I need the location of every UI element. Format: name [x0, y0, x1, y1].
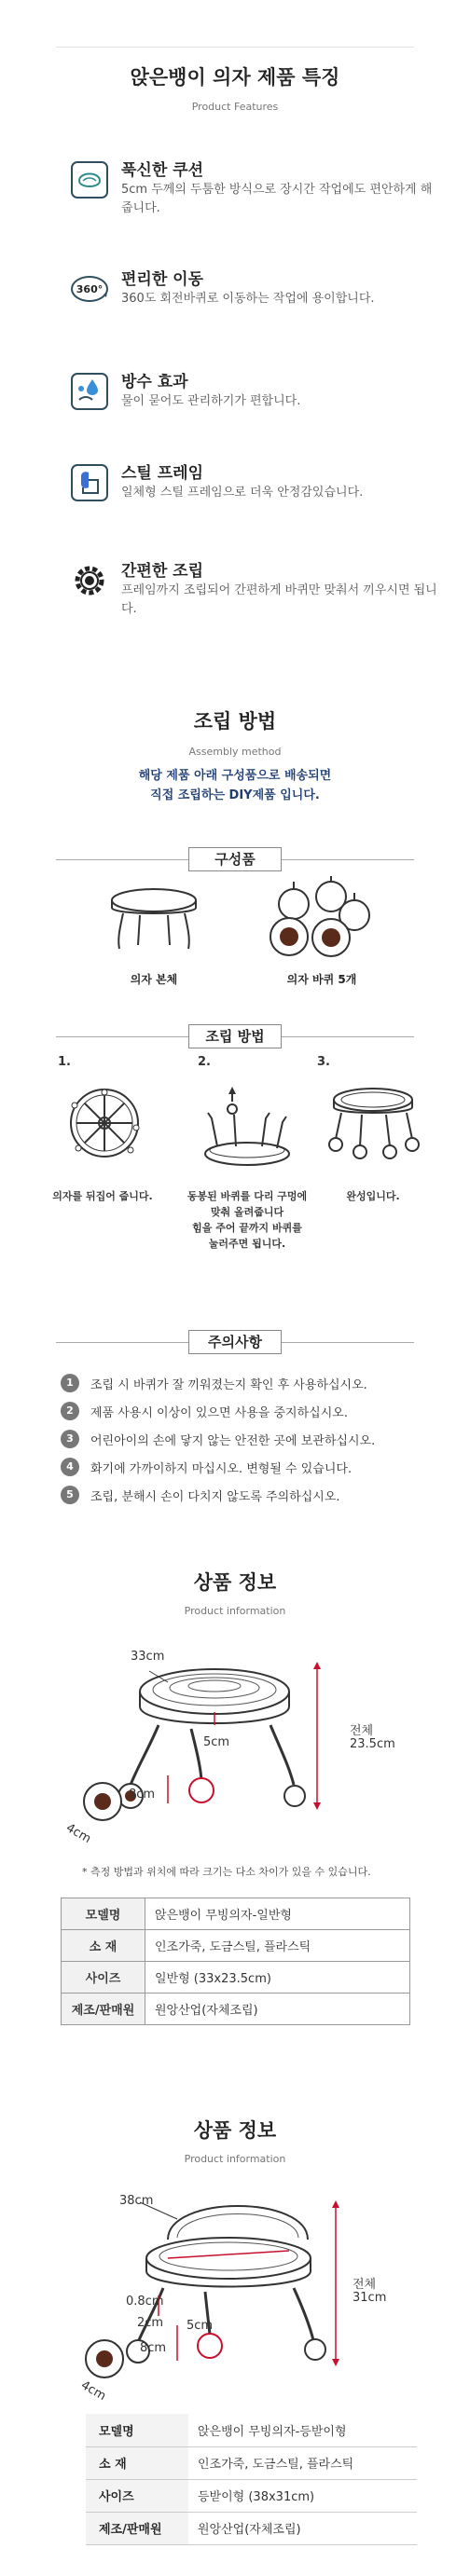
table-row — [62, 1930, 410, 1962]
feature-desc: 프레임까지 조립되어 간편하게 바퀴만 맞춰서 끼우시면 됩니다. — [121, 583, 437, 616]
cautions-header: 주의사항 — [188, 1330, 282, 1354]
spec-key: 모델명 — [62, 1898, 145, 1930]
table-row — [86, 2479, 417, 2512]
assembly-title: 조립 방법 — [193, 710, 277, 733]
caution-text: 어린아이의 손에 닿지 않는 안전한 곳에 보관하십시오. — [90, 1434, 376, 1448]
component-label: 의자 본체 — [130, 973, 178, 986]
dim-cushion: 5cm — [187, 2319, 214, 2333]
step2-illustration — [191, 1072, 303, 1174]
measure-note: * 측정 방법과 위치에 따라 크기는 다소 차이가 있을 수 있습니다. — [82, 1866, 371, 1878]
dim-wheel-height: 8cm — [140, 2341, 167, 2355]
dim-total-label: 전체 — [352, 2278, 377, 2292]
caution-item — [61, 1484, 434, 1506]
dim-wheel-height: 8cm — [129, 1788, 156, 1802]
table-row — [86, 2414, 417, 2446]
spec-key: 소 재 — [62, 1930, 145, 1962]
spec-value: 인조가죽, 도금스틸, 플라스틱 — [188, 2446, 417, 2479]
feature-title: 스틸 프레임 — [121, 464, 204, 483]
caution-text: 제품 사용시 이상이 있으면 사용을 중지하십시오. — [90, 1406, 348, 1420]
step-number: 1. — [58, 1055, 71, 1069]
feature-desc: 5cm 두께의 두툼한 방식으로 장시간 작업에도 편안하게 해줍니다. — [121, 183, 433, 215]
product2-dimension-diagram — [65, 2185, 364, 2381]
product1-title: 상품 정보 — [193, 1571, 277, 1594]
cushion-icon — [70, 160, 109, 199]
dim-wheel-diameter: 4cm — [78, 2377, 108, 2405]
step-number: 2. — [198, 1055, 211, 1069]
components-header: 구성품 — [188, 847, 282, 871]
360-rotation-icon — [70, 269, 109, 308]
step-desc — [177, 1188, 317, 1252]
dim-total: 23.5cm — [350, 1737, 395, 1751]
table-row — [62, 1898, 410, 1930]
dim-total-label: 전체 — [350, 1724, 374, 1738]
step-desc-line: 동봉된 바퀴를 다리 구멍에 — [187, 1190, 308, 1202]
caution-number: 5 — [61, 1486, 79, 1504]
dim-cushion: 5cm — [203, 1735, 230, 1749]
caution-item — [61, 1456, 434, 1478]
feature-waterproof — [70, 368, 443, 433]
spec-key: 제조/판매원 — [62, 1994, 145, 2025]
step-desc-line: 눌러주면 됩니다. — [208, 1238, 286, 1250]
spec-key: 사이즈 — [86, 2479, 188, 2512]
chair-body-illustration — [103, 884, 205, 958]
spec-value: 일반형 (33x23.5cm) — [145, 1962, 410, 1994]
caution-number: 3 — [61, 1430, 79, 1448]
dim-gap: 0.8cm — [126, 2295, 164, 2309]
product2-spec-table — [86, 2414, 417, 2545]
spec-key: 제조/판매원 — [86, 2512, 188, 2544]
feature-desc: 360도 회전바퀴로 이동하는 작업에 용이합니다. — [121, 292, 375, 306]
step-desc-line: 힘을 주어 끝까지 바퀴를 — [192, 1222, 302, 1234]
feature-desc: 일체형 스틸 프레임으로 더욱 안정감있습니다. — [121, 486, 364, 500]
product2-title: 상품 정보 — [193, 2119, 277, 2142]
assembly-line-2: 직접 조립하는 DIY제품 입니다. — [150, 788, 320, 802]
spec-value: 앉은뱅이 무빙의자-일반형 — [145, 1898, 410, 1930]
table-row — [62, 1962, 410, 1994]
caution-number: 4 — [61, 1458, 79, 1476]
feature-title: 편리한 이동 — [121, 270, 204, 289]
step1-illustration — [58, 1072, 160, 1174]
caution-item — [61, 1400, 434, 1422]
dim-total: 31cm — [352, 2291, 387, 2305]
spec-value: 원앙산업(자체조립) — [145, 1994, 410, 2025]
spec-value: 원앙산업(자체조립) — [188, 2512, 417, 2544]
features-title: 앉은뱅이 의자 제품 특징 — [130, 66, 340, 89]
step3-illustration — [317, 1072, 429, 1174]
feature-desc: 물이 묻어도 관리하기가 편합니다. — [121, 394, 301, 408]
caution-text: 조립, 분해시 손이 다치지 않도록 주의하십시오. — [90, 1490, 340, 1504]
wheels-illustration — [266, 876, 378, 965]
product1-dimension-diagram — [65, 1636, 345, 1822]
product1-spec-table — [61, 1898, 410, 2025]
table-row — [86, 2512, 417, 2544]
dim-back: 2cm — [137, 2316, 164, 2330]
spec-value: 인조가죽, 도금스틸, 플라스틱 — [145, 1930, 410, 1962]
spec-key: 소 재 — [86, 2446, 188, 2479]
product1-subtitle: Product information — [184, 1605, 286, 1617]
dim-wheel-diameter: 4cm — [63, 1820, 93, 1847]
caution-item — [61, 1372, 434, 1394]
feature-title: 방수 효과 — [121, 373, 188, 391]
spec-key: 사이즈 — [62, 1962, 145, 1994]
caution-text: 화기에 가까이하지 마십시오. 변형될 수 있습니다. — [90, 1462, 352, 1476]
product2-subtitle: Product information — [184, 2153, 286, 2165]
gear-icon — [70, 561, 109, 600]
spec-value: 등받이형 (38x31cm) — [188, 2479, 417, 2512]
top-divider — [56, 47, 414, 48]
steel-frame-icon — [70, 463, 109, 502]
dim-width: 38cm — [119, 2194, 154, 2208]
assembly-line-1: 해당 제품 아래 구성품으로 배송되면 — [138, 769, 332, 783]
feature-title: 간편한 조립 — [121, 562, 204, 581]
step-desc-line: 맞춰 올려줍니다 — [210, 1206, 284, 1218]
feature-cushion — [70, 157, 443, 222]
waterproof-icon — [70, 372, 109, 411]
dim-width: 33cm — [131, 1650, 165, 1664]
features-subtitle: Product Features — [191, 101, 279, 113]
method-header: 조립 방법 — [188, 1024, 282, 1048]
step-desc: 의자를 뒤집어 줍니다. — [52, 1190, 153, 1202]
table-row — [86, 2446, 417, 2479]
table-row — [62, 1994, 410, 2025]
caution-text: 조립 시 바퀴가 잘 끼워졌는지 확인 후 사용하십시오. — [90, 1378, 367, 1392]
feature-mobility — [70, 266, 443, 331]
step-desc: 완성입니다. — [346, 1190, 400, 1202]
assembly-subtitle: Assembly method — [188, 746, 282, 758]
caution-number: 2 — [61, 1402, 79, 1420]
spec-key: 모델명 — [86, 2414, 188, 2446]
step-number: 3. — [317, 1055, 330, 1069]
feature-easy-assembly — [70, 557, 443, 623]
spec-value: 앉은뱅이 무빙의자-등받이형 — [188, 2414, 417, 2446]
360-badge: 360° — [76, 283, 104, 295]
component-label: 의자 바퀴 5개 — [286, 973, 357, 986]
caution-item — [61, 1428, 434, 1450]
feature-title: 푹신한 쿠션 — [121, 161, 204, 180]
feature-steel-frame — [70, 459, 443, 525]
caution-number: 1 — [61, 1374, 79, 1392]
